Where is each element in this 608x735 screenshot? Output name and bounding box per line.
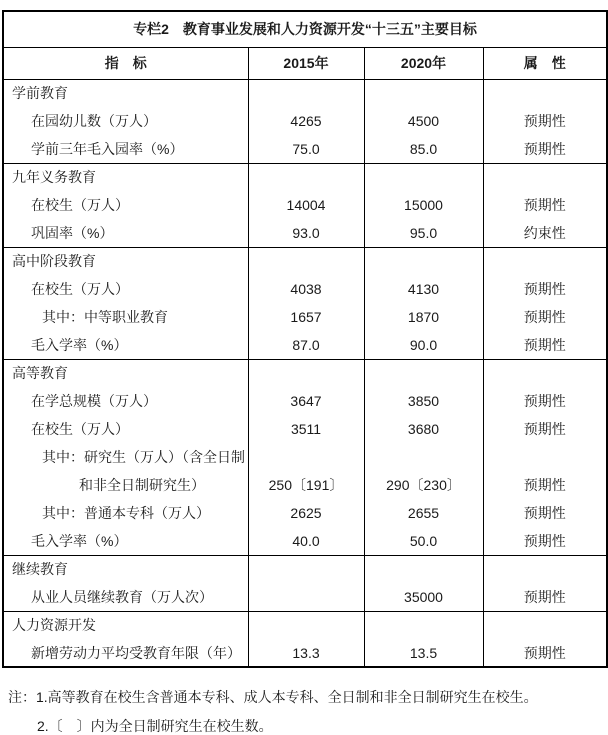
cell-attr: 预期性 [483,415,607,443]
cell-2020: 90.0 [364,331,483,359]
table-title: 专栏2 教育事业发展和人力资源开发“十三五”主要目标 [133,21,477,38]
row-label-line1: 其中：研究生（万人）（含全日制 [42,449,245,465]
cell-2020: 2655 [364,499,483,527]
row-label: 学前三年毛入园率（%） [31,140,184,157]
row-label: 巩固率（%） [31,224,114,241]
section-compulsory [3,163,607,247]
table-row [3,583,607,611]
cell-2015 [248,163,364,191]
section-higher-education [3,359,607,555]
cell-2020: 290〔230〕 [364,443,483,499]
cell-attr: 预期性 [483,275,607,303]
table-row [3,135,607,163]
cell-2020: 3680 [364,415,483,443]
cell-2015 [248,583,364,611]
section-header-row [3,79,607,107]
row-label: 毛入学率（%） [31,336,128,353]
col-header-attr: 属 性 [483,47,607,79]
table-row [3,527,607,555]
cell-2015: 13.3 [248,639,364,667]
cell-2020: 3850 [364,387,483,415]
section-continuing-education [3,555,607,611]
cell-attr: 预期性 [483,583,607,611]
section-preschool [3,79,607,163]
cell-attr: 约束性 [483,219,607,247]
section-name: 高等教育 [3,359,248,387]
cell-2020: 35000 [364,583,483,611]
cell-2015: 1657 [248,303,364,331]
row-label: 其中：中等职业教育 [42,309,168,325]
cell-attr: 预期性 [483,387,607,415]
row-label: 毛入学率（%） [31,532,128,549]
cell-2020 [364,79,483,107]
education-goals-table [2,10,608,668]
cell-attr: 预期性 [483,331,607,359]
row-label [3,443,248,499]
table-row [3,331,607,359]
cell-2015: 250〔191〕 [248,443,364,499]
cell-2015: 93.0 [248,219,364,247]
cell-attr: 预期性 [483,191,607,219]
row-label: 在学总规模（万人） [31,393,157,409]
table-title-row [3,11,607,47]
cell-2015 [248,555,364,583]
footnotes [2,668,606,735]
footnote-2: 2.〔 〕内为全日制研究生在校生数。 [37,718,273,734]
col-header-2015: 2015年 [248,47,364,79]
section-name: 九年义务教育 [3,163,248,191]
table-header-row [3,47,607,79]
cell-attr [483,79,607,107]
cell-attr: 预期性 [483,303,607,331]
col-header-indicator: 指 标 [3,47,248,79]
table-row [3,275,607,303]
table-row [3,219,607,247]
footnote-1: 注：1.高等教育在校生含普通本专科、成人本专科、全日制和非全日制研究生在校生。 [8,689,538,705]
cell-2015: 87.0 [248,331,364,359]
table-row-graduate-students [3,443,607,499]
cell-2015 [248,247,364,275]
section-senior-secondary [3,247,607,359]
cell-attr [483,611,607,639]
cell-2020: 95.0 [364,219,483,247]
section-name: 高中阶段教育 [3,247,248,275]
table-head-section [3,11,607,79]
row-label: 其中：普通本专科（万人） [42,505,210,521]
col-header-2020: 2020年 [364,47,483,79]
section-name: 继续教育 [3,555,248,583]
section-header-row [3,163,607,191]
cell-2015: 3647 [248,387,364,415]
section-header-row [3,359,607,387]
cell-2015: 4265 [248,107,364,135]
cell-2020 [364,359,483,387]
cell-2020 [364,555,483,583]
row-label: 在校生（万人） [31,197,129,213]
cell-2015 [248,79,364,107]
cell-attr: 预期性 [483,639,607,667]
cell-attr [483,247,607,275]
cell-attr: 预期性 [483,135,607,163]
table-row [3,107,607,135]
row-label: 在园幼儿数（万人） [31,113,157,129]
cell-2020: 13.5 [364,639,483,667]
row-label: 从业人员继续教育（万人次） [31,588,213,605]
cell-2015: 4038 [248,275,364,303]
cell-2020: 15000 [364,191,483,219]
cell-2015: 2625 [248,499,364,527]
table-row [3,639,607,667]
section-human-resources [3,611,607,667]
cell-2015: 75.0 [248,135,364,163]
cell-attr: 预期性 [483,499,607,527]
cell-attr [483,163,607,191]
cell-2015: 3511 [248,415,364,443]
cell-2015: 40.0 [248,527,364,555]
section-header-row [3,555,607,583]
table-row [3,499,607,527]
row-label: 新增劳动力平均受教育年限（年） [31,644,241,661]
table-row [3,191,607,219]
cell-2015: 14004 [248,191,364,219]
table-row [3,303,607,331]
section-name: 学前教育 [3,79,248,107]
cell-attr: 预期性 [483,443,607,499]
cell-attr: 预期性 [483,107,607,135]
cell-2020 [364,163,483,191]
cell-2020: 4500 [364,107,483,135]
table-row [3,387,607,415]
cell-attr [483,359,607,387]
table-row [3,415,607,443]
cell-2020 [364,611,483,639]
cell-attr [483,555,607,583]
section-name: 人力资源开发 [3,611,248,639]
cell-2020: 1870 [364,303,483,331]
section-header-row [3,247,607,275]
cell-2015 [248,359,364,387]
cell-attr: 预期性 [483,527,607,555]
cell-2020: 50.0 [364,527,483,555]
cell-2020: 4130 [364,275,483,303]
row-label-line2: 和非全日制研究生） [79,477,205,493]
cell-2020 [364,247,483,275]
row-label: 在校生（万人） [31,281,129,297]
row-label: 在校生（万人） [31,421,129,437]
section-header-row [3,611,607,639]
cell-2020: 85.0 [364,135,483,163]
cell-2015 [248,611,364,639]
